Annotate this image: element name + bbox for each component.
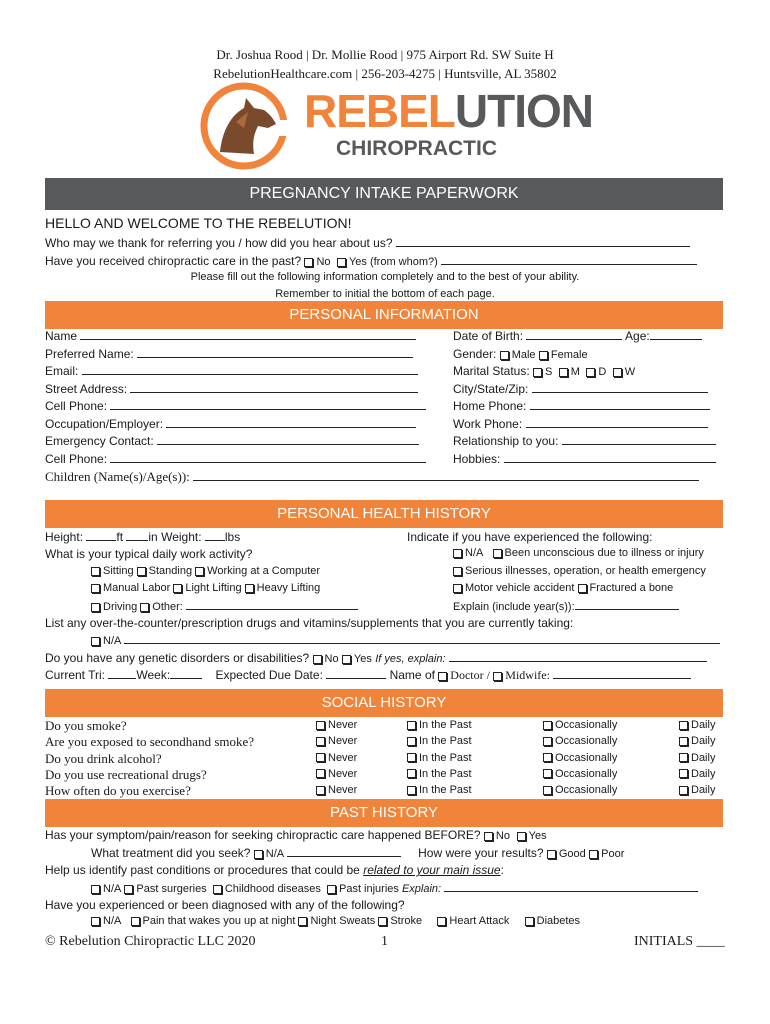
personal-information-header: PERSONAL INFORMATION	[45, 301, 723, 329]
fractured-checkbox[interactable]: Fractured a bone	[578, 582, 674, 594]
results-poor-checkbox[interactable]: Poor	[589, 848, 624, 860]
home-phone-field[interactable]	[530, 399, 710, 410]
social-question: Do you use recreational drugs?	[45, 766, 207, 782]
email-field[interactable]	[82, 364, 418, 375]
name-field[interactable]	[80, 329, 416, 340]
cell-phone-row: Cell Phone:	[45, 399, 426, 413]
work-phone-field[interactable]	[526, 417, 708, 428]
genetic-explain-field[interactable]	[449, 651, 707, 662]
rebelution-logo	[200, 82, 594, 170]
work-activity-row-2	[91, 582, 320, 594]
marital-s-checkbox[interactable]: S	[533, 366, 552, 378]
before-question-row: Has your symptom/pain/reason for seeking chiropractic care happened BEFORE? No Yes	[45, 828, 547, 842]
initials-field[interactable]: INITIALS ____	[634, 934, 725, 949]
emergency-contact-row: Emergency Contact:	[45, 434, 419, 448]
stroke-checkbox[interactable]: Stroke	[378, 915, 422, 927]
due-date-field[interactable]	[326, 668, 386, 679]
logo-subtitle: CHIROPRACTIC	[336, 137, 497, 160]
medications-row	[91, 633, 720, 647]
treatment-field[interactable]	[287, 846, 401, 857]
treatment-row: What treatment did you seek? N/A How were your results? Good Poor	[91, 846, 625, 860]
height-weight-row: Height: ft in Weight: lbs	[45, 530, 241, 544]
social-never-checkbox[interactable]: Never	[316, 768, 357, 780]
driving-checkbox[interactable]: Driving	[91, 601, 137, 613]
emergency-cell-row: Cell Phone:	[45, 452, 426, 466]
name-row: Name	[45, 329, 416, 343]
logo-word-rebel: REBEL	[304, 85, 455, 137]
past-injuries-checkbox[interactable]: Past injuries	[327, 883, 399, 895]
conditions-explain-field[interactable]	[444, 881, 698, 892]
logo-word-ution: UTION	[454, 85, 594, 137]
treatment-na-checkbox[interactable]: N/A	[254, 848, 284, 860]
computer-checkbox[interactable]: Working at a Computer	[195, 565, 320, 577]
street-address-row: Street Address:	[45, 382, 418, 396]
social-in-past-checkbox[interactable]: In the Past	[407, 735, 472, 747]
marital-m-checkbox[interactable]: M	[556, 366, 580, 378]
social-never-checkbox[interactable]: Never	[316, 735, 357, 747]
social-question: Are you exposed to secondhand smoke?	[45, 734, 255, 750]
experience-row-3	[453, 582, 673, 594]
pregnancy-row: Current Tri: Week: Expected Due Date: Name of Doctor / Midwife:	[45, 668, 691, 683]
copyright: © Rebelution Chiropractic LLC 2020	[45, 934, 256, 949]
serious-illness-checkbox[interactable]: Serious illnesses, operation, or health emergency	[453, 565, 706, 577]
emergency-contact-field[interactable]	[157, 434, 419, 445]
relationship-row: Relationship to you:	[453, 434, 716, 448]
midwife-checkbox[interactable]: Midwife:	[493, 668, 550, 683]
weight-field[interactable]	[205, 530, 225, 541]
social-occasionally-checkbox[interactable]: Occasionally	[543, 719, 617, 731]
street-address-field[interactable]	[130, 382, 418, 393]
gender-female-checkbox[interactable]: Female	[539, 349, 588, 361]
cell-phone-field[interactable]	[110, 399, 426, 410]
referral-question: Who may we thank for referring you / how did you hear about us?	[45, 236, 690, 250]
before-yes-checkbox[interactable]: Yes	[517, 830, 547, 842]
other-checkbox[interactable]: Other:	[140, 601, 183, 613]
health-history-header: PERSONAL HEALTH HISTORY	[45, 500, 723, 528]
unconscious-checkbox[interactable]: Been unconscious due to illness or injury	[493, 547, 704, 559]
experience-explain-row: Explain (include year(s)):	[453, 599, 679, 613]
past-history-header: PAST HISTORY	[45, 799, 723, 827]
genetic-yes-checkbox[interactable]: Yes	[342, 653, 372, 665]
past-surgeries-checkbox[interactable]: Past surgeries	[124, 883, 206, 895]
indicate-experience-label: Indicate if you have experienced the following:	[407, 530, 653, 544]
conditions-row: N/A Past surgeries Childhood diseases Past injuries Explain:	[91, 881, 698, 895]
doctor-checkbox[interactable]: Doctor /	[438, 668, 490, 683]
children-row: Children (Name(s)/Age(s)):	[45, 469, 699, 485]
gender-male-checkbox[interactable]: Male	[500, 349, 536, 361]
work-activity-row-1	[91, 565, 320, 577]
social-occasionally-checkbox[interactable]: Occasionally	[543, 768, 617, 780]
social-in-past-checkbox[interactable]: In the Past	[407, 784, 472, 796]
genetic-disorders-row: Do you have any genetic disorders or disabilities? No Yes If yes, explain:	[45, 651, 707, 665]
before-no-checkbox[interactable]: No	[484, 830, 510, 842]
night-sweats-checkbox[interactable]: Night Sweats	[298, 915, 375, 927]
form-title: PREGNANCY INTAKE PAPERWORK	[45, 178, 723, 210]
work-activity-question: What is your typical daily work activity?	[45, 547, 253, 561]
medications-question: List any over-the-counter/prescription drugs and vitamins/supplements that you are currently taking:	[45, 616, 574, 630]
social-in-past-checkbox[interactable]: In the Past	[407, 768, 472, 780]
medications-na-checkbox[interactable]: N/A	[91, 635, 121, 647]
prior-care-whom-field[interactable]	[441, 254, 697, 265]
hobbies-field[interactable]	[504, 452, 716, 463]
social-occasionally-checkbox[interactable]: Occasionally	[543, 752, 617, 764]
identify-conditions-question: Help us identify past conditions or procedures that could be related to your main issue:	[45, 863, 504, 877]
manual-labor-checkbox[interactable]: Manual Labor	[91, 582, 170, 594]
mva-checkbox[interactable]: Motor vehicle accident	[453, 582, 574, 594]
sitting-checkbox[interactable]: Sitting	[91, 565, 134, 577]
social-in-past-checkbox[interactable]: In the Past	[407, 752, 472, 764]
social-daily-checkbox[interactable]: Daily	[679, 719, 715, 731]
pain-night-checkbox[interactable]: Pain that wakes you up at night	[131, 915, 296, 927]
week-field[interactable]	[170, 668, 202, 679]
diagnosed-question: Have you experienced or been diagnosed with any of the following?	[45, 898, 405, 912]
social-history-header: SOCIAL HISTORY	[45, 689, 723, 717]
social-occasionally-checkbox[interactable]: Occasionally	[543, 784, 617, 796]
social-occasionally-checkbox[interactable]: Occasionally	[543, 735, 617, 747]
social-question: Do you smoke?	[45, 718, 127, 733]
other-activity-field[interactable]	[186, 599, 358, 610]
children-field[interactable]	[193, 470, 699, 481]
height-in-field[interactable]	[126, 530, 148, 541]
genetic-no-checkbox[interactable]: No	[313, 653, 339, 665]
city-state-zip-field[interactable]	[532, 382, 708, 393]
preferred-name-field[interactable]	[137, 347, 413, 358]
trimester-field[interactable]	[108, 668, 136, 679]
experience-explain-field[interactable]	[575, 599, 679, 610]
occupation-field[interactable]	[166, 417, 416, 428]
dob-field[interactable]	[526, 329, 622, 340]
heart-attack-checkbox[interactable]: Heart Attack	[437, 915, 509, 927]
header-contact-line: RebelutionHealthcare.com | 256-203-4275 | Huntsville, AL 35802	[213, 66, 557, 81]
childhood-diseases-checkbox[interactable]: Childhood diseases	[213, 883, 321, 895]
provider-name-field[interactable]	[553, 668, 691, 679]
social-daily-checkbox[interactable]: Daily	[679, 735, 715, 747]
dob-age-row: Date of Birth: Age:	[453, 329, 702, 343]
social-daily-checkbox[interactable]: Daily	[679, 768, 715, 780]
social-never-checkbox[interactable]: Never	[316, 719, 357, 731]
wolf-emblem-icon	[200, 82, 290, 170]
relationship-field[interactable]	[562, 434, 716, 445]
occupation-row: Occupation/Employer:	[45, 417, 416, 431]
referral-field[interactable]	[396, 236, 690, 247]
header-address-line: Dr. Joshua Rood | Dr. Mollie Rood | 975 Airport Rd. SW Suite H	[216, 47, 554, 62]
work-activity-row-3	[91, 599, 358, 613]
marital-d-checkbox[interactable]: D	[583, 366, 606, 378]
medications-field[interactable]	[124, 633, 720, 644]
diagnosed-row	[91, 915, 580, 927]
social-question: Do you drink alcohol?	[45, 750, 162, 766]
light-lifting-checkbox[interactable]: Light Lifting	[173, 582, 241, 594]
city-state-zip-row: City/State/Zip:	[453, 382, 708, 396]
welcome-heading: HELLO AND WELCOME TO THE REBELUTION!	[45, 215, 352, 231]
prior-care-yes-checkbox[interactable]: Yes (from whom?)	[334, 256, 438, 268]
emergency-cell-field[interactable]	[110, 452, 426, 463]
age-field[interactable]	[650, 329, 702, 340]
page-number: 1	[381, 934, 388, 949]
email-row: Email:	[45, 364, 418, 378]
diagnosed-na-checkbox[interactable]: N/A	[91, 915, 121, 927]
gender-row: Gender: Male Female	[453, 347, 588, 361]
social-daily-checkbox[interactable]: Daily	[679, 752, 715, 764]
standing-checkbox[interactable]: Standing	[137, 565, 192, 577]
marital-w-checkbox[interactable]: W	[610, 366, 635, 378]
instruction-note: Please fill out the following information completely and to the best of your ability.	[190, 271, 580, 283]
conditions-na-checkbox[interactable]: N/A	[91, 883, 121, 895]
social-never-checkbox[interactable]: Never	[316, 784, 357, 796]
experience-row-1	[453, 547, 704, 559]
social-daily-checkbox[interactable]: Daily	[679, 784, 715, 796]
preferred-name-row: Preferred Name:	[45, 347, 413, 361]
experience-na-checkbox[interactable]: N/A	[453, 547, 483, 559]
marital-status-row: Marital Status: S M D W	[453, 364, 636, 378]
height-ft-field[interactable]	[86, 530, 116, 541]
social-in-past-checkbox[interactable]: In the Past	[407, 719, 472, 731]
prior-care-question: Have you received chiropractic care in the past? No Yes (from whom?)	[45, 254, 697, 268]
experience-row-2	[453, 565, 706, 577]
diabetes-checkbox[interactable]: Diabetes	[525, 915, 580, 927]
social-question: How often do you exercise?	[45, 783, 191, 799]
results-good-checkbox[interactable]: Good	[547, 848, 586, 860]
hobbies-row: Hobbies:	[453, 452, 716, 466]
prior-care-no-checkbox[interactable]: No	[304, 256, 330, 268]
initial-reminder: Remember to initial the bottom of each page.	[275, 288, 495, 300]
heavy-lifting-checkbox[interactable]: Heavy Lifting	[245, 582, 321, 594]
work-phone-row: Work Phone:	[453, 417, 708, 431]
social-never-checkbox[interactable]: Never	[316, 752, 357, 764]
home-phone-row: Home Phone:	[453, 399, 710, 413]
